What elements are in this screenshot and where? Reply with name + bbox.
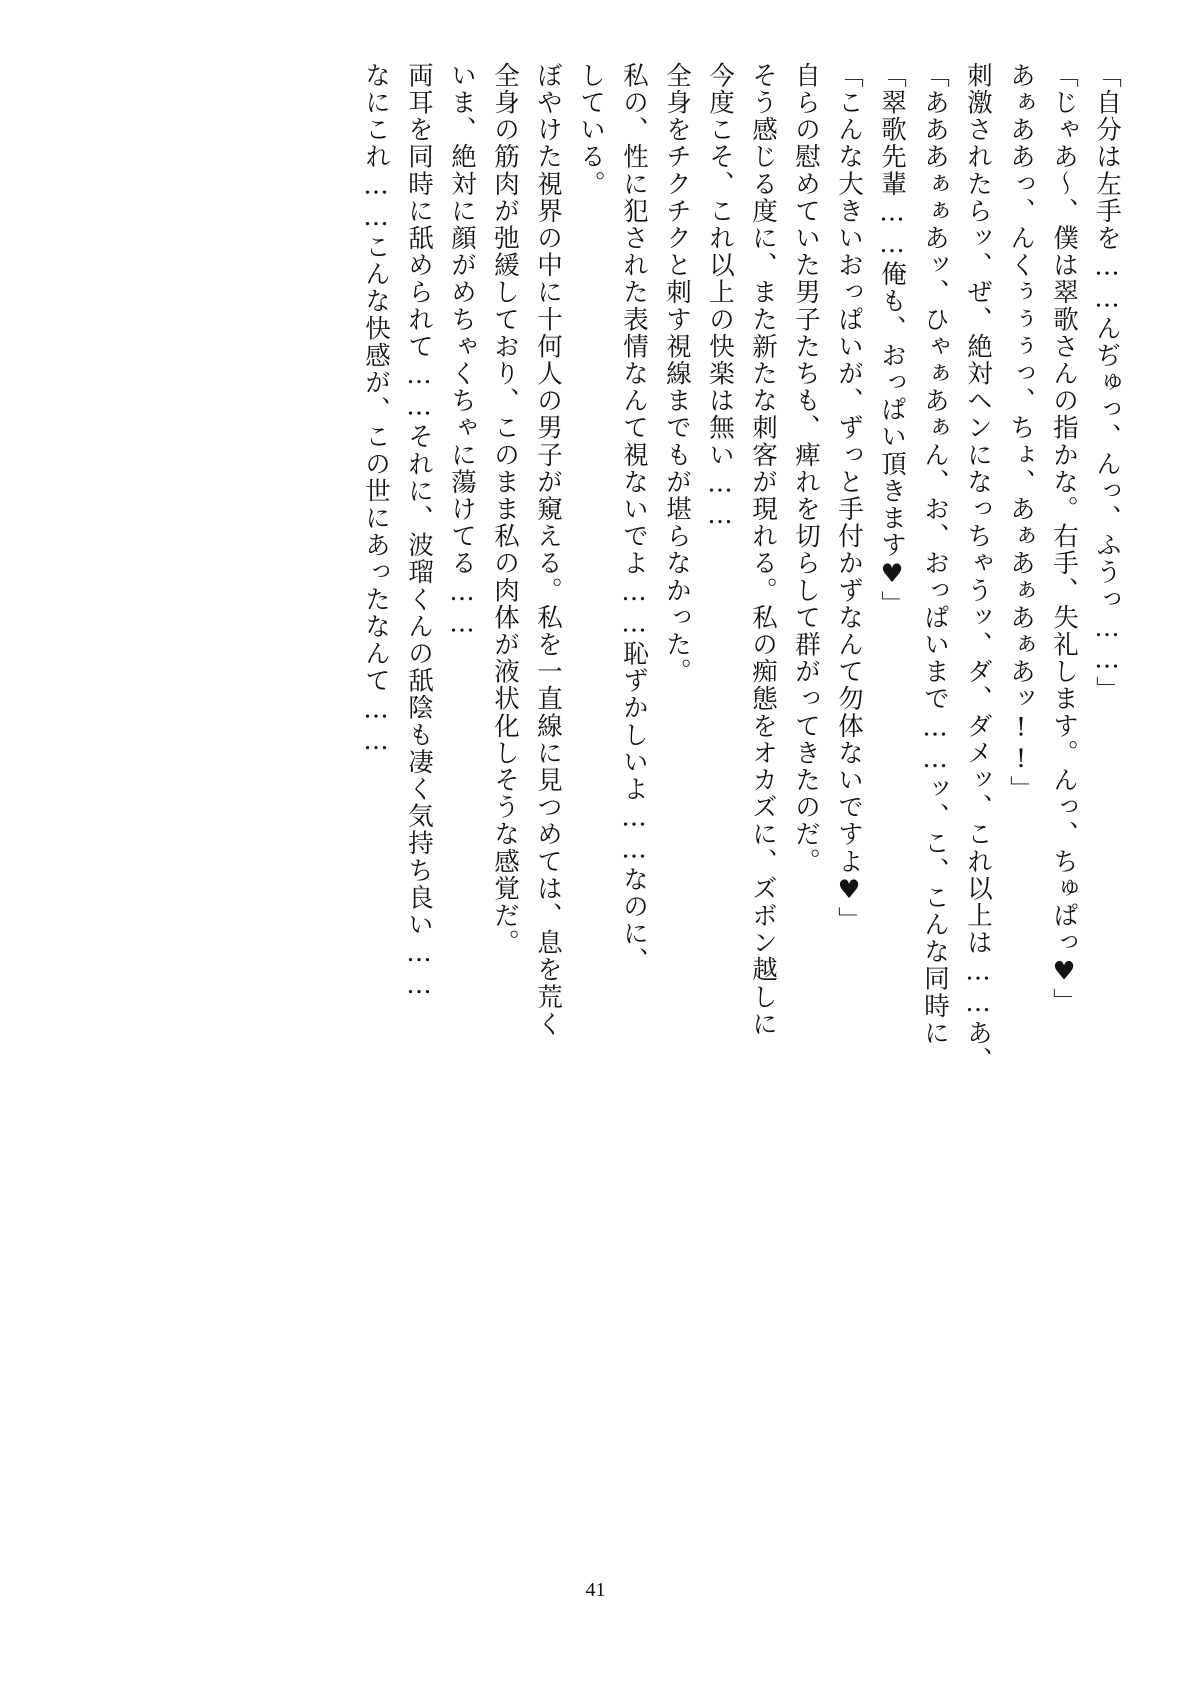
text-column: 両耳を同時に舐められて……それに、波瑠くんの舐陰も凄く気持ち良い…… (404, 62, 434, 1002)
text-column: している。 (576, 62, 606, 198)
text-column: 今度こそ、これ以上の快楽は無い…… (705, 62, 735, 532)
text-column: 私の、性に犯された表情なんて視ないでよ……恥ずかしいよ……なのに、 (619, 62, 649, 975)
text-column: あぁああっ、んくぅぅぅっ、ちょ、あぁあぁあぁあッ!!」 (1006, 62, 1036, 803)
text-column: 全身の筋肉が弛緩しており、このまま私の肉体が液状化しそうな感覚だ。 (490, 62, 520, 957)
text-column: 「こんな大きいおっぱいが、ずっと手付かずなんて勿体ないですよ♥」 (834, 62, 864, 934)
text-column: 「翠歌先輩……俺も、おっぱい頂きます♥」 (877, 62, 907, 618)
text-column: なにこれ……こんな快感が、この世にあったなんて…… (361, 62, 391, 758)
text-column: そう感じる度に、また新たな刺客が現れる。私の痴態をオカズに、ズボン越しに (748, 62, 778, 1038)
page-number: 41 (585, 1579, 606, 1601)
vertical-text-body (72, 62, 1122, 1492)
text-column: 「あああぁぁあッ、ひゃぁあぁん、お、おっぱいまで……ッ、こ、こんな同時に (920, 62, 950, 1047)
text-column: 自らの慰めていた男子たちも、痺れを切らして群がってきたのだ。 (791, 62, 821, 875)
text-column: いま、絶対に顔がめちゃくちゃに蕩けてる…… (447, 62, 477, 641)
text-column: 刺激されたらッ、ぜ、絶対ヘンになっちゃうッ、ダ、ダメッ、これ以上は……あ、 (963, 62, 993, 1074)
text-column: 全身をチクチクと刺す視線までもが堪らなかった。 (662, 62, 692, 686)
text-column: ぼやけた視界の中に十何人の男子が窺える。私を一直線に見つめては、息を荒く (533, 62, 563, 1038)
text-column: 「自分は左手を……んぢゅっ、んっ、ふうっ……」 (1092, 62, 1122, 704)
text-column: 「じゃあ〜、僕は翠歌さんの指かな。右手、失礼します。んっ、ちゅぱっ♥」 (1049, 62, 1079, 1015)
